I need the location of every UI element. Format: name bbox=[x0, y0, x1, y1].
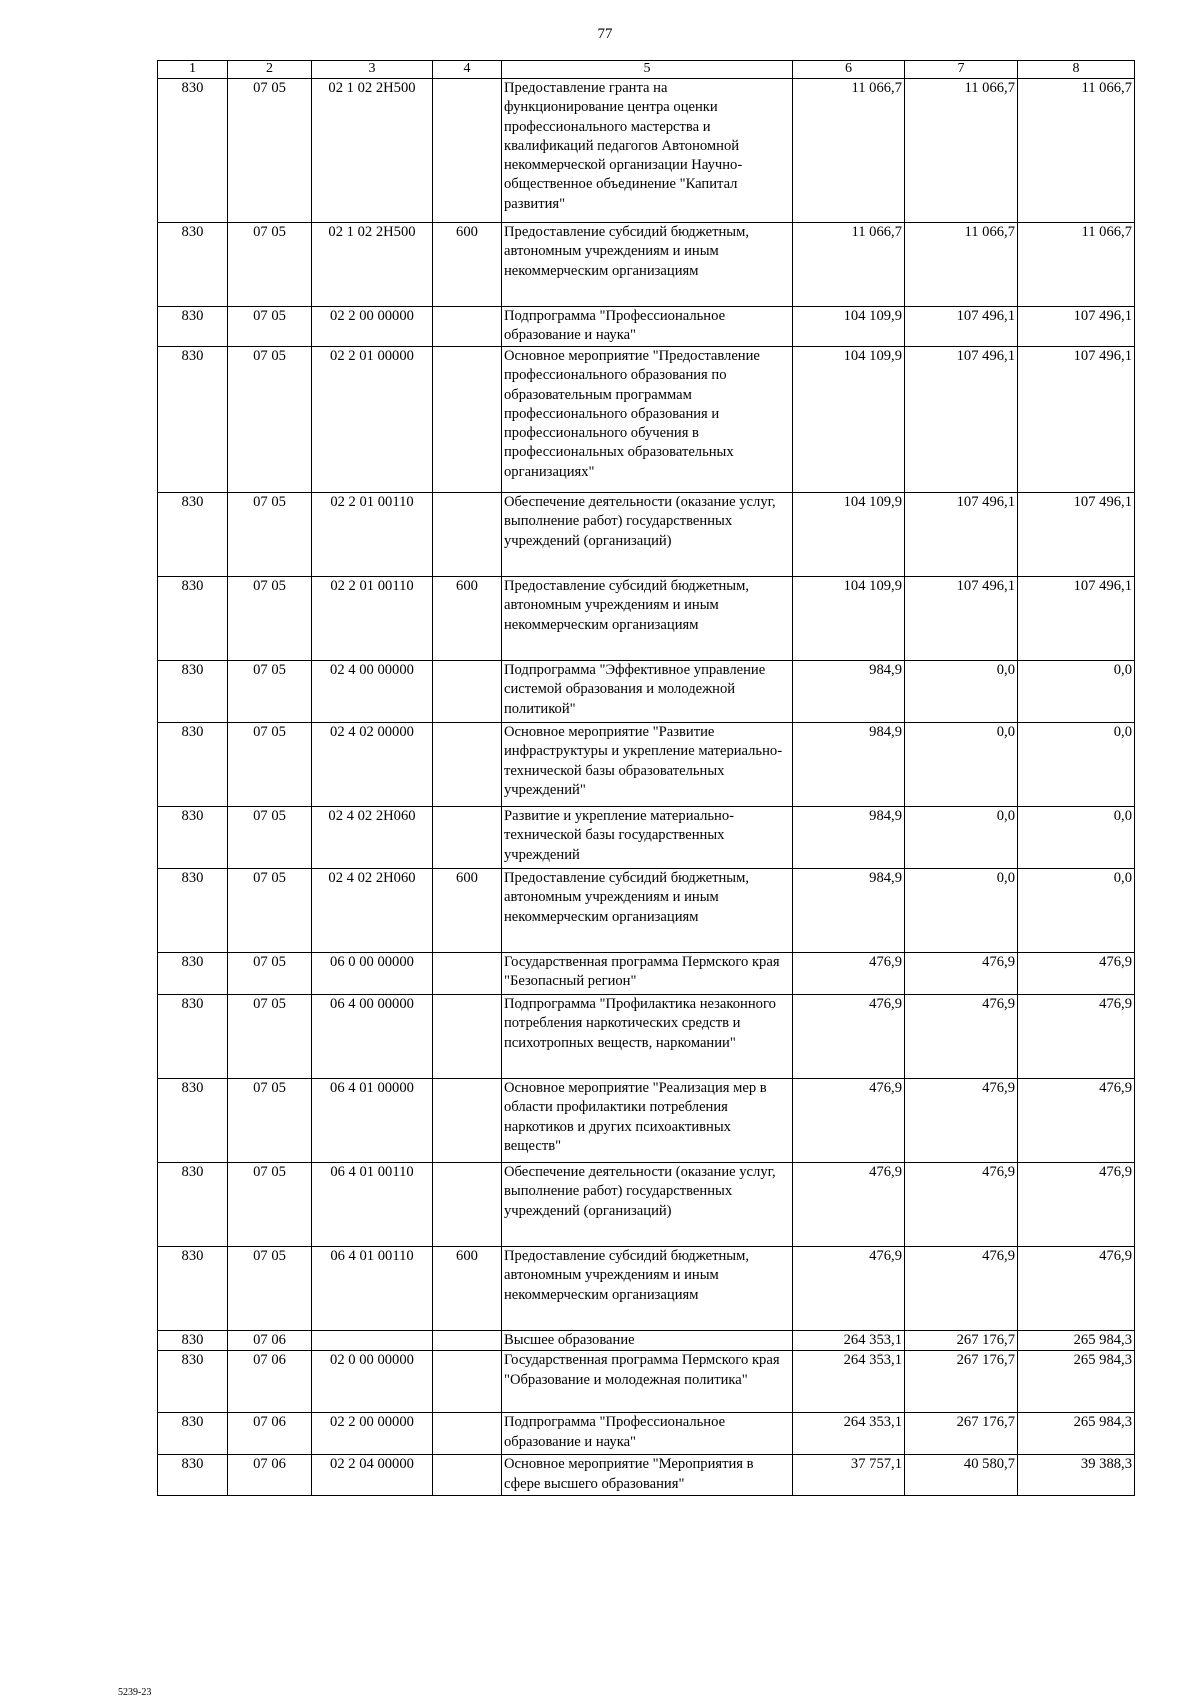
amount-col6-cell: 984,9 bbox=[793, 723, 905, 807]
section-code-cell: 07 05 bbox=[228, 807, 312, 869]
expense-type-cell bbox=[433, 723, 502, 807]
amount-col7-cell: 476,9 bbox=[905, 1247, 1018, 1331]
section-code-cell: 07 05 bbox=[228, 307, 312, 347]
target-code-cell: 02 2 01 00000 bbox=[312, 347, 433, 493]
document-code: 5239-23 bbox=[118, 1687, 152, 1698]
expense-type-cell bbox=[433, 1455, 502, 1496]
target-code-cell: 02 1 02 2Н500 bbox=[312, 223, 433, 307]
item-name-cell: Обеспечение деятельности (оказание услуг, выполнение работ) государственных учреждений (организаций) bbox=[502, 493, 793, 577]
table-row bbox=[158, 1455, 1135, 1496]
expense-type-cell bbox=[433, 953, 502, 995]
amount-col6-cell: 984,9 bbox=[793, 661, 905, 723]
amount-col6-cell: 476,9 bbox=[793, 1247, 905, 1331]
table-row bbox=[158, 1413, 1135, 1455]
item-name-cell: Предоставление гранта на функционирование центра оценки профессионального мастерства и квалификаций педагогов Автономной некоммерческой организации Научно-общественное объединение "Капитал развития" bbox=[502, 79, 793, 223]
table-row bbox=[158, 307, 1135, 347]
amount-col8-cell: 107 496,1 bbox=[1018, 577, 1135, 661]
amount-col6-cell: 104 109,9 bbox=[793, 493, 905, 577]
header-cell: 3 bbox=[312, 61, 433, 79]
item-name-cell: Предоставление субсидий бюджетным, автономным учреждениям и иным некоммерческим организациям bbox=[502, 223, 793, 307]
ministry-code-cell: 830 bbox=[158, 1163, 228, 1247]
header-cell: 1 bbox=[158, 61, 228, 79]
target-code-cell: 06 4 00 00000 bbox=[312, 995, 433, 1079]
amount-col6-cell: 476,9 bbox=[793, 995, 905, 1079]
expense-type-cell: 600 bbox=[433, 1247, 502, 1331]
item-name-cell: Государственная программа Пермского края "Безопасный регион" bbox=[502, 953, 793, 995]
amount-col7-cell: 267 176,7 bbox=[905, 1351, 1018, 1413]
item-name-cell: Основное мероприятие "Реализация мер в области профилактики потребления наркотиков и других психоактивных веществ" bbox=[502, 1079, 793, 1163]
target-code-cell: 06 4 01 00000 bbox=[312, 1079, 433, 1163]
expense-type-cell bbox=[433, 1163, 502, 1247]
header-cell: 4 bbox=[433, 61, 502, 79]
amount-col7-cell: 11 066,7 bbox=[905, 79, 1018, 223]
ministry-code-cell: 830 bbox=[158, 577, 228, 661]
amount-col8-cell: 476,9 bbox=[1018, 995, 1135, 1079]
amount-col7-cell: 267 176,7 bbox=[905, 1331, 1018, 1351]
section-code-cell: 07 05 bbox=[228, 1247, 312, 1331]
amount-col8-cell: 39 388,3 bbox=[1018, 1455, 1135, 1496]
amount-col6-cell: 11 066,7 bbox=[793, 223, 905, 307]
amount-col8-cell: 0,0 bbox=[1018, 723, 1135, 807]
target-code-cell: 02 2 00 00000 bbox=[312, 1413, 433, 1455]
ministry-code-cell: 830 bbox=[158, 223, 228, 307]
table-row bbox=[158, 223, 1135, 307]
item-name-cell: Основное мероприятие "Предоставление профессионального образования по образовательным программам профессионального образования и профессионального обучения в профессиональных образовательных организациях" bbox=[502, 347, 793, 493]
expense-type-cell bbox=[433, 807, 502, 869]
amount-col7-cell: 267 176,7 bbox=[905, 1413, 1018, 1455]
amount-col6-cell: 476,9 bbox=[793, 953, 905, 995]
section-code-cell: 07 05 bbox=[228, 995, 312, 1079]
amount-col7-cell: 0,0 bbox=[905, 807, 1018, 869]
amount-col6-cell: 476,9 bbox=[793, 1079, 905, 1163]
amount-col6-cell: 264 353,1 bbox=[793, 1413, 905, 1455]
amount-col7-cell: 107 496,1 bbox=[905, 347, 1018, 493]
amount-col6-cell: 104 109,9 bbox=[793, 347, 905, 493]
expense-type-cell bbox=[433, 307, 502, 347]
item-name-cell: Предоставление субсидий бюджетным, автономным учреждениям и иным некоммерческим организациям bbox=[502, 1247, 793, 1331]
amount-col7-cell: 107 496,1 bbox=[905, 577, 1018, 661]
amount-col7-cell: 107 496,1 bbox=[905, 493, 1018, 577]
amount-col7-cell: 11 066,7 bbox=[905, 223, 1018, 307]
ministry-code-cell: 830 bbox=[158, 953, 228, 995]
ministry-code-cell: 830 bbox=[158, 1247, 228, 1331]
ministry-code-cell: 830 bbox=[158, 723, 228, 807]
amount-col7-cell: 0,0 bbox=[905, 723, 1018, 807]
target-code-cell: 02 0 00 00000 bbox=[312, 1351, 433, 1413]
amount-col8-cell: 476,9 bbox=[1018, 1163, 1135, 1247]
item-name-cell: Подпрограмма "Профессиональное образование и наука" bbox=[502, 307, 793, 347]
table-row bbox=[158, 1351, 1135, 1413]
table-body bbox=[158, 79, 1135, 1496]
amount-col7-cell: 476,9 bbox=[905, 1079, 1018, 1163]
expense-type-cell: 600 bbox=[433, 577, 502, 661]
ministry-code-cell: 830 bbox=[158, 79, 228, 223]
ministry-code-cell: 830 bbox=[158, 869, 228, 953]
ministry-code-cell: 830 bbox=[158, 493, 228, 577]
expense-type-cell bbox=[433, 1351, 502, 1413]
expense-type-cell: 600 bbox=[433, 869, 502, 953]
section-code-cell: 07 06 bbox=[228, 1413, 312, 1455]
amount-col7-cell: 476,9 bbox=[905, 995, 1018, 1079]
target-code-cell: 06 4 01 00110 bbox=[312, 1163, 433, 1247]
target-code-cell: 02 4 02 2Н060 bbox=[312, 807, 433, 869]
ministry-code-cell: 830 bbox=[158, 1413, 228, 1455]
item-name-cell: Предоставление субсидий бюджетным, автономным учреждениям и иным некоммерческим организациям bbox=[502, 577, 793, 661]
item-name-cell: Подпрограмма "Эффективное управление системой образования и молодежной политикой" bbox=[502, 661, 793, 723]
expense-type-cell bbox=[433, 995, 502, 1079]
table-row bbox=[158, 1331, 1135, 1351]
section-code-cell: 07 05 bbox=[228, 953, 312, 995]
expense-type-cell bbox=[433, 493, 502, 577]
target-code-cell: 02 4 02 00000 bbox=[312, 723, 433, 807]
target-code-cell: 02 2 01 00110 bbox=[312, 577, 433, 661]
table-row bbox=[158, 1247, 1135, 1331]
ministry-code-cell: 830 bbox=[158, 1079, 228, 1163]
section-code-cell: 07 05 bbox=[228, 577, 312, 661]
header-cell: 8 bbox=[1018, 61, 1135, 79]
expense-type-cell bbox=[433, 661, 502, 723]
amount-col7-cell: 107 496,1 bbox=[905, 307, 1018, 347]
amount-col8-cell: 107 496,1 bbox=[1018, 307, 1135, 347]
section-code-cell: 07 05 bbox=[228, 223, 312, 307]
section-code-cell: 07 05 bbox=[228, 79, 312, 223]
section-code-cell: 07 06 bbox=[228, 1455, 312, 1496]
item-name-cell: Основное мероприятие "Развитие инфраструктуры и укрепление материально-технической базы образовательных учреждений" bbox=[502, 723, 793, 807]
page-number: 77 bbox=[597, 26, 613, 42]
amount-col7-cell: 476,9 bbox=[905, 1163, 1018, 1247]
expense-type-cell bbox=[433, 1413, 502, 1455]
target-code-cell: 06 0 00 00000 bbox=[312, 953, 433, 995]
section-code-cell: 07 06 bbox=[228, 1351, 312, 1413]
target-code-cell: 02 1 02 2Н500 bbox=[312, 79, 433, 223]
amount-col8-cell: 476,9 bbox=[1018, 1247, 1135, 1331]
table-row bbox=[158, 661, 1135, 723]
expense-type-cell bbox=[433, 79, 502, 223]
amount-col8-cell: 0,0 bbox=[1018, 869, 1135, 953]
amount-col7-cell: 0,0 bbox=[905, 661, 1018, 723]
item-name-cell: Подпрограмма "Профессиональное образование и наука" bbox=[502, 1413, 793, 1455]
target-code-cell: 02 2 04 00000 bbox=[312, 1455, 433, 1496]
amount-col8-cell: 265 984,3 bbox=[1018, 1413, 1135, 1455]
item-name-cell: Государственная программа Пермского края "Образование и молодежная политика" bbox=[502, 1351, 793, 1413]
header-cell: 7 bbox=[905, 61, 1018, 79]
section-code-cell: 07 06 bbox=[228, 1331, 312, 1351]
amount-col6-cell: 37 757,1 bbox=[793, 1455, 905, 1496]
table-row bbox=[158, 577, 1135, 661]
ministry-code-cell: 830 bbox=[158, 995, 228, 1079]
section-code-cell: 07 05 bbox=[228, 869, 312, 953]
amount-col8-cell: 11 066,7 bbox=[1018, 79, 1135, 223]
amount-col6-cell: 984,9 bbox=[793, 807, 905, 869]
table-row bbox=[158, 869, 1135, 953]
section-code-cell: 07 05 bbox=[228, 1079, 312, 1163]
table-row bbox=[158, 1079, 1135, 1163]
table-row bbox=[158, 953, 1135, 995]
amount-col8-cell: 107 496,1 bbox=[1018, 347, 1135, 493]
amount-col7-cell: 476,9 bbox=[905, 953, 1018, 995]
target-code-cell: 06 4 01 00110 bbox=[312, 1247, 433, 1331]
table-row bbox=[158, 723, 1135, 807]
amount-col6-cell: 264 353,1 bbox=[793, 1331, 905, 1351]
target-code-cell bbox=[312, 1331, 433, 1351]
expense-type-cell bbox=[433, 1331, 502, 1351]
section-code-cell: 07 05 bbox=[228, 723, 312, 807]
item-name-cell: Подпрограмма "Профилактика незаконного потребления наркотических средств и психотропных веществ, наркомании" bbox=[502, 995, 793, 1079]
header-cell: 2 bbox=[228, 61, 312, 79]
amount-col7-cell: 40 580,7 bbox=[905, 1455, 1018, 1496]
ministry-code-cell: 830 bbox=[158, 347, 228, 493]
expense-type-cell bbox=[433, 347, 502, 493]
table-row bbox=[158, 1163, 1135, 1247]
amount-col8-cell: 0,0 bbox=[1018, 661, 1135, 723]
ministry-code-cell: 830 bbox=[158, 307, 228, 347]
amount-col7-cell: 0,0 bbox=[905, 869, 1018, 953]
amount-col8-cell: 265 984,3 bbox=[1018, 1331, 1135, 1351]
expense-type-cell bbox=[433, 1079, 502, 1163]
amount-col6-cell: 104 109,9 bbox=[793, 577, 905, 661]
target-code-cell: 02 4 00 00000 bbox=[312, 661, 433, 723]
item-name-cell: Обеспечение деятельности (оказание услуг, выполнение работ) государственных учреждений (организаций) bbox=[502, 1163, 793, 1247]
ministry-code-cell: 830 bbox=[158, 1351, 228, 1413]
header-cell: 5 bbox=[502, 61, 793, 79]
table-row bbox=[158, 493, 1135, 577]
ministry-code-cell: 830 bbox=[158, 661, 228, 723]
target-code-cell: 02 4 02 2Н060 bbox=[312, 869, 433, 953]
item-name-cell: Предоставление субсидий бюджетным, автономным учреждениям и иным некоммерческим организациям bbox=[502, 869, 793, 953]
budget-table bbox=[157, 60, 1135, 1496]
item-name-cell: Развитие и укрепление материально-технической базы государственных учреждений bbox=[502, 807, 793, 869]
table-row bbox=[158, 995, 1135, 1079]
section-code-cell: 07 05 bbox=[228, 661, 312, 723]
amount-col8-cell: 107 496,1 bbox=[1018, 493, 1135, 577]
amount-col8-cell: 11 066,7 bbox=[1018, 223, 1135, 307]
section-code-cell: 07 05 bbox=[228, 347, 312, 493]
section-code-cell: 07 05 bbox=[228, 1163, 312, 1247]
target-code-cell: 02 2 00 00000 bbox=[312, 307, 433, 347]
target-code-cell: 02 2 01 00110 bbox=[312, 493, 433, 577]
section-code-cell: 07 05 bbox=[228, 493, 312, 577]
table-row bbox=[158, 807, 1135, 869]
amount-col8-cell: 265 984,3 bbox=[1018, 1351, 1135, 1413]
amount-col6-cell: 11 066,7 bbox=[793, 79, 905, 223]
item-name-cell: Основное мероприятие "Мероприятия в сфере высшего образования" bbox=[502, 1455, 793, 1496]
amount-col6-cell: 104 109,9 bbox=[793, 307, 905, 347]
amount-col6-cell: 264 353,1 bbox=[793, 1351, 905, 1413]
ministry-code-cell: 830 bbox=[158, 807, 228, 869]
ministry-code-cell: 830 bbox=[158, 1331, 228, 1351]
table-row bbox=[158, 347, 1135, 493]
amount-col6-cell: 476,9 bbox=[793, 1163, 905, 1247]
amount-col6-cell: 984,9 bbox=[793, 869, 905, 953]
amount-col8-cell: 476,9 bbox=[1018, 1079, 1135, 1163]
ministry-code-cell: 830 bbox=[158, 1455, 228, 1496]
item-name-cell: Высшее образование bbox=[502, 1331, 793, 1351]
header-row bbox=[158, 61, 1135, 79]
header-cell: 6 bbox=[793, 61, 905, 79]
expense-type-cell: 600 bbox=[433, 223, 502, 307]
table-row bbox=[158, 79, 1135, 223]
amount-col8-cell: 476,9 bbox=[1018, 953, 1135, 995]
amount-col8-cell: 0,0 bbox=[1018, 807, 1135, 869]
